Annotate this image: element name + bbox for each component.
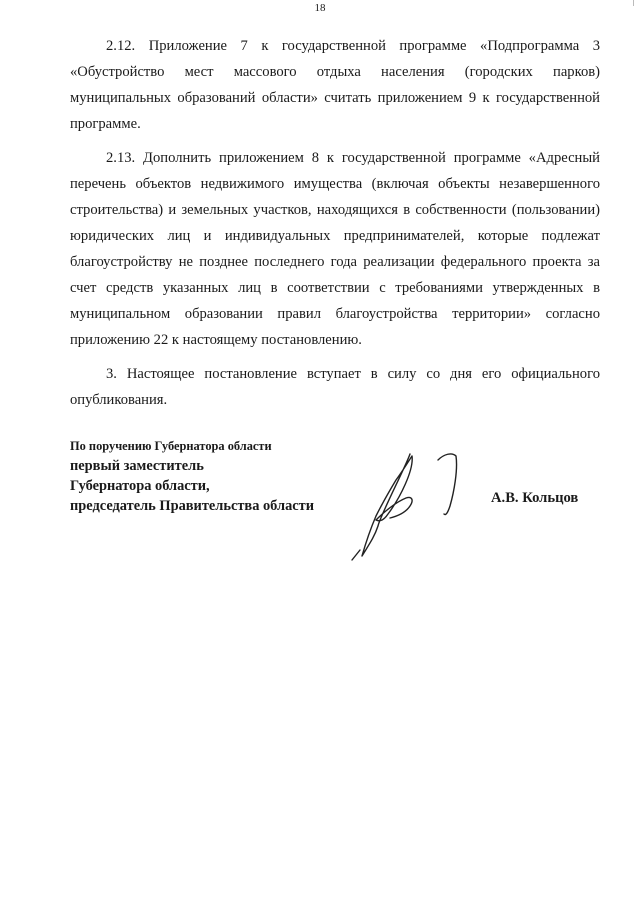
handwritten-signature — [340, 446, 470, 562]
document-body — [70, 33, 600, 421]
paragraph-2-12: 2.12. Приложение 7 к государственной программе «Подпрограмма 3 «Обустройство мест массового отдыха населения (городских парков) муниципальных образований области» считать приложением 9 к государственной программе. — [70, 38, 600, 132]
signatory-line-2: первый заместитель — [70, 458, 204, 474]
signatory-title-block — [70, 437, 314, 516]
signatory-name: А.В. Кольцов — [491, 490, 579, 506]
paragraph-2-13: 2.13. Дополнить приложением 8 к государственной программе «Адресный перечень объектов недвижимого имущества (включая объекты незавершенного строительства) и земельных участков, находящихся в собственности (пользовании) юридических лиц и индивидуальных предпринимателей, которые подлежат благоустройству не позднее последнего года реализации федерального проекта за счет средств указанных лиц в соответствии с требованиями утвержденных в муниципальном образовании правил благоустройства территории» согласно приложению 22 к настоящему постановлению. — [70, 150, 600, 348]
paragraph-3: 3. Настоящее постановление вступает в силу со дня его официального опубликования. — [70, 366, 600, 408]
signatory-line-3: Губернатора области, — [70, 478, 210, 494]
signatory-line-1: По поручению Губернатора области — [70, 439, 272, 453]
signatory-line-4: председатель Правительства области — [70, 498, 315, 514]
page-number: 18 — [314, 2, 326, 14]
